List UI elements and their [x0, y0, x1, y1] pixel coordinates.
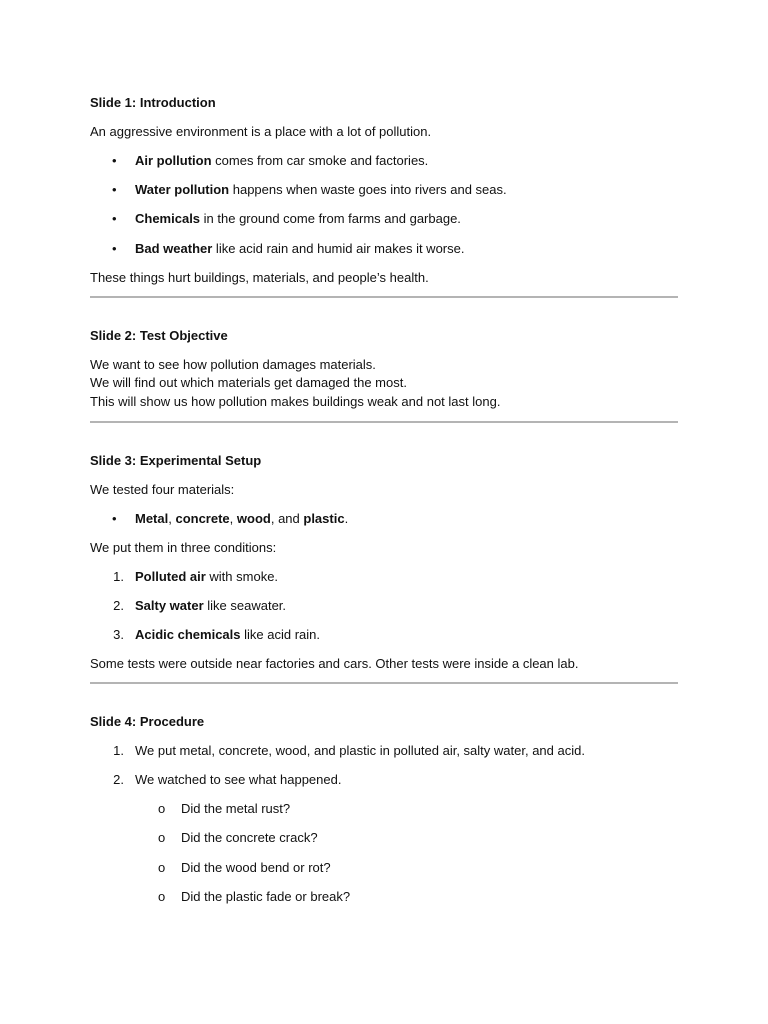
slide3-tested-intro: We tested four materials:	[90, 482, 235, 497]
list-item: Polluted air with smoke.	[135, 569, 279, 584]
sub-list-item: Did the plastic fade or break?	[181, 889, 351, 904]
list-item: We put metal, concrete, wood, and plastic in polluted air, salty water, and acid.	[135, 743, 585, 758]
list-number: 1.	[113, 569, 124, 584]
bullet-marker: •	[112, 241, 117, 256]
slide1-closing: These things hurt buildings, materials, and people’s health.	[90, 270, 429, 285]
list-number: 1.	[113, 743, 124, 758]
list-item: Salty water like seawater.	[135, 598, 287, 613]
bullet-marker: •	[112, 211, 117, 226]
list-item: Bad weather like acid rain and humid air makes it worse.	[135, 241, 465, 256]
slide2-line: This will show us how pollution makes buildings weak and not last long.	[90, 394, 501, 409]
slide3-heading: Slide 3: Experimental Setup	[90, 453, 262, 468]
slide4-heading: Slide 4: Procedure	[90, 714, 205, 729]
list-number: 3.	[113, 627, 124, 642]
materials-list-item: Metal, concrete, wood, and plastic.	[135, 511, 349, 526]
section-divider	[90, 296, 678, 298]
section-divider	[90, 421, 678, 423]
bullet-marker: •	[112, 182, 117, 197]
slide2-line: We will find out which materials get damaged the most.	[90, 375, 407, 390]
sub-bullet-marker: o	[158, 889, 166, 904]
slide3-closing: Some tests were outside near factories and cars. Other tests were inside a clean lab.	[90, 656, 579, 671]
slide3-conditions-intro: We put them in three conditions:	[90, 540, 277, 555]
sub-list-item: Did the metal rust?	[181, 801, 291, 816]
list-number: 2.	[113, 772, 124, 787]
sub-list-item: Did the wood bend or rot?	[181, 860, 331, 875]
list-item: We watched to see what happened.	[135, 772, 342, 787]
slide1-intro: An aggressive environment is a place with a lot of pollution.	[90, 124, 432, 139]
list-item: Air pollution comes from car smoke and factories.	[135, 153, 429, 168]
bullet-marker: •	[112, 511, 117, 526]
sub-bullet-marker: o	[158, 860, 166, 875]
slide2-line: We want to see how pollution damages materials.	[90, 357, 376, 372]
sub-bullet-marker: o	[158, 830, 166, 845]
bullet-marker: •	[112, 153, 117, 168]
sub-list-item: Did the concrete crack?	[181, 830, 318, 845]
section-divider	[90, 682, 678, 684]
list-item: Chemicals in the ground come from farms and garbage.	[135, 211, 461, 226]
slide1-heading: Slide 1: Introduction	[90, 95, 216, 110]
list-number: 2.	[113, 598, 124, 613]
slide2-heading: Slide 2: Test Objective	[90, 328, 228, 343]
list-item: Acidic chemicals like acid rain.	[135, 627, 320, 642]
sub-bullet-marker: o	[158, 801, 166, 816]
list-item: Water pollution happens when waste goes into rivers and seas.	[135, 182, 507, 197]
